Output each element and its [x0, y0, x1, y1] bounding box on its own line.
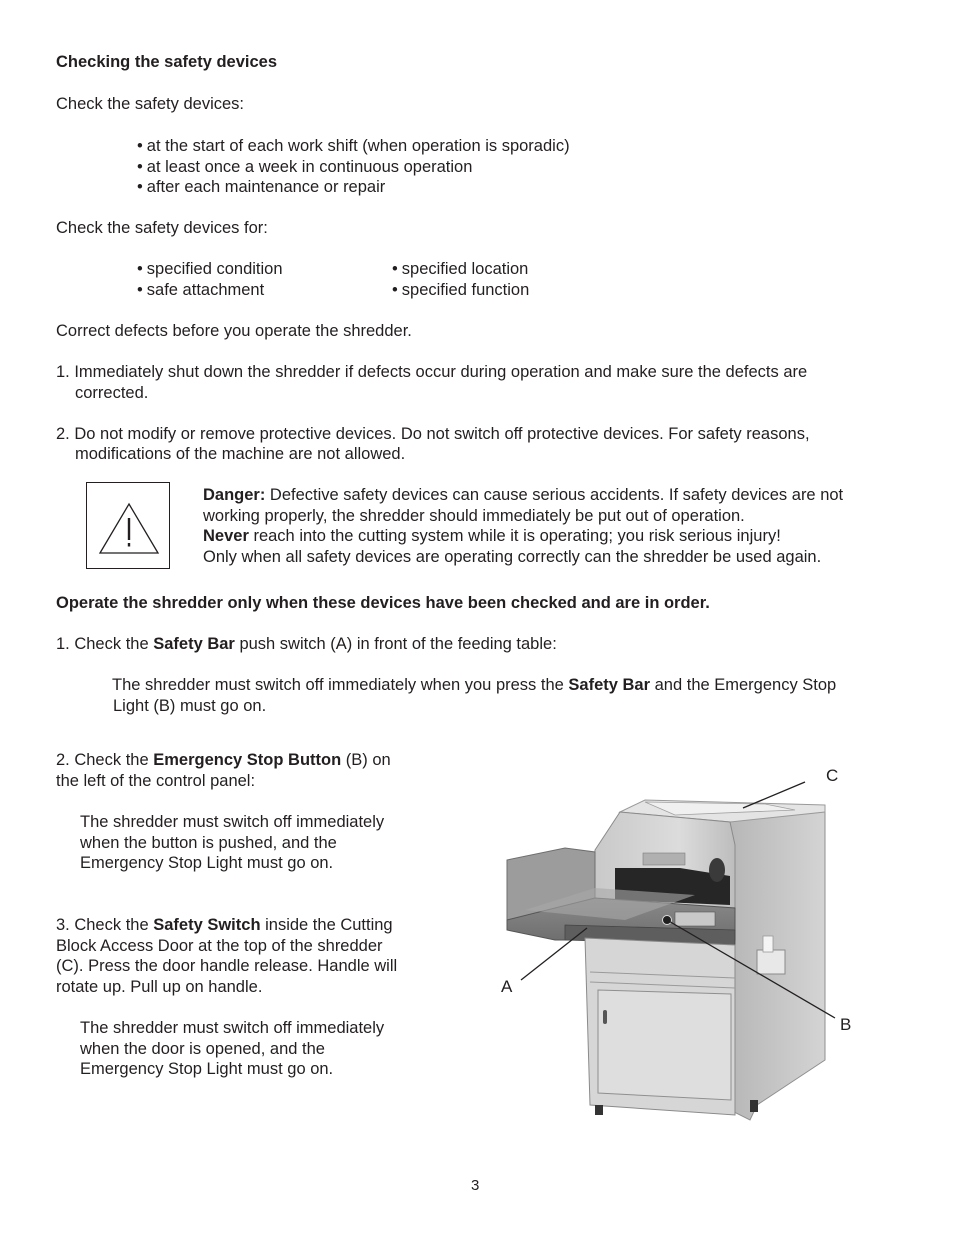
check-for-intro: Check the safety devices for:: [56, 219, 268, 237]
figure-label-b: B: [840, 1015, 852, 1034]
when-list: [137, 136, 570, 198]
list-item: • specified function: [392, 280, 529, 301]
list-item: • at least once a week in continuous operation: [137, 157, 570, 178]
step-3-result: The shredder must switch off immediately when the door is opened, and the Emergency Stop Light must go on.: [80, 1019, 385, 1079]
correct-defects: Correct defects before you operate the shredder.: [56, 322, 412, 340]
step-2-result: The shredder must switch off immediately when the button is pushed, and the Emergency Stop Light must go on.: [80, 813, 385, 873]
danger-text: Defective safety devices can cause serious accidents. If safety devices are not: [265, 486, 844, 504]
list-item: • at the start of each work shift (when operation is sporadic): [137, 136, 570, 157]
shredder-illustration: [495, 760, 865, 1145]
never-label: Never: [203, 527, 249, 546]
page-number: 3: [471, 1177, 480, 1194]
danger-text: Only when all safety devices are operating correctly can the shredder be used again.: [203, 547, 822, 566]
step-1-result: The shredder must switch off immediately when you press the Safety Bar and the Emergency Stop Light (B) must go on.: [112, 676, 837, 715]
figure-label-c: C: [826, 766, 839, 785]
rule-2-line-2: modifications of the machine are not allowed.: [75, 445, 406, 463]
rule-1-line-2: corrected.: [75, 384, 149, 402]
figure-label-a: A: [501, 977, 513, 996]
list-item: • safe attachment: [137, 280, 264, 301]
rule-1-line-1: 1. Immediately shut down the shredder if defects occur during operation and make sure the defects are: [56, 363, 808, 381]
list-item: • specified condition: [137, 259, 283, 280]
danger-notice: [203, 485, 843, 567]
section-heading: Checking the safety devices: [56, 53, 278, 71]
operate-notice: Operate the shredder only when these devices have been checked and are in order.: [56, 594, 710, 612]
danger-text: reach into the cutting system while it is operating; you risk serious injury!: [248, 527, 781, 546]
danger-text: working properly, the shredder should immediately be put out of operation.: [203, 506, 745, 525]
warning-triangle-icon: [87, 483, 171, 570]
check-intro: Check the safety devices:: [56, 95, 245, 113]
step-3: 3. Check the Safety Switch inside the Cutting Block Access Door at the top of the shredder (C). Press the door handle release. Handle will rotate up. Pull up on handle.: [56, 916, 398, 996]
list-item: • after each maintenance or repair: [137, 177, 570, 198]
step-2: 2. Check the Emergency Stop Button (B) on the left of the control panel:: [56, 751, 391, 790]
list-item: • specified location: [392, 259, 528, 280]
warning-box: [86, 482, 170, 569]
step-1: 1. Check the Safety Bar push switch (A) in front of the feeding table:: [56, 635, 557, 653]
rule-2-line-1: 2. Do not modify or remove protective devices. Do not switch off protective devices. For safety reasons,: [56, 425, 810, 443]
danger-label: Danger:: [203, 486, 266, 504]
